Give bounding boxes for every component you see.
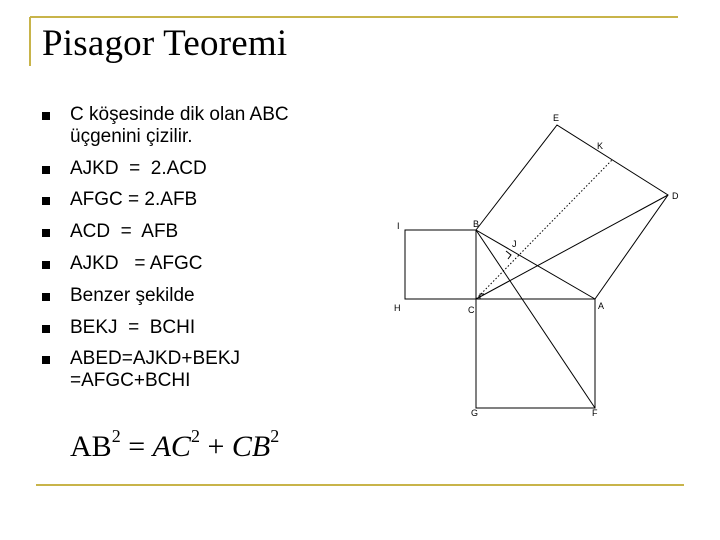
point-label: F <box>592 408 598 418</box>
square-afgc <box>476 299 595 408</box>
bullet-text: AJKD = 2.ACD <box>70 157 207 179</box>
bullet-square-icon <box>42 261 50 269</box>
bullet-text: ACD = AFB <box>70 221 179 243</box>
formula-exp: 2 <box>190 426 200 446</box>
formula-equals: = <box>128 430 146 463</box>
point-label: I <box>397 221 400 231</box>
right-angle-j <box>506 251 511 259</box>
point-label: E <box>553 113 560 123</box>
point-label: K <box>597 141 604 151</box>
formula-cb: CB <box>231 430 271 463</box>
point-label: J <box>512 239 517 249</box>
bullet-item <box>40 348 360 392</box>
bullet-item <box>40 317 360 339</box>
bullet-text: AJKD = AFGC <box>70 252 203 274</box>
formula-plus: + <box>207 430 225 463</box>
formula-exp: 2 <box>270 426 280 446</box>
bullet-item <box>40 158 360 180</box>
point-label: D <box>672 191 679 201</box>
page-title: Pisagor Teoremi <box>42 23 288 64</box>
bullet-item <box>40 285 360 307</box>
square-bchi <box>405 230 476 299</box>
bullet-item <box>40 104 360 148</box>
bullet-text: AFGC = 2.AFB <box>70 189 198 211</box>
bullet-item <box>40 221 360 243</box>
bullet-square-icon <box>42 229 50 237</box>
point-label: H <box>394 303 401 313</box>
formula-exp: 2 <box>111 426 121 446</box>
bullet-list <box>40 104 360 402</box>
line-c-k <box>476 160 612 299</box>
bullet-item <box>40 189 360 211</box>
formula-ac: AC <box>152 430 191 463</box>
bullet-square-icon <box>42 197 50 205</box>
bullet-square-icon <box>42 356 50 364</box>
point-label: G <box>471 408 479 418</box>
point-label: A <box>598 301 605 311</box>
bullet-square-icon <box>42 166 50 174</box>
bullet-text: Benzer şekilde <box>70 284 195 306</box>
bullet-item <box>40 253 360 275</box>
bullet-text: ABED=AJKD+BEKJ =AFGC+BCHI <box>70 348 246 392</box>
line-b-f <box>476 230 595 408</box>
bottom-rule <box>36 484 684 486</box>
bullet-text: C köşesinde dik olan ABC üçgenini çizilir. <box>70 104 294 147</box>
pythagoras-diagram <box>385 105 685 425</box>
bullet-text: BEKJ = BCHI <box>70 316 196 338</box>
bullet-square-icon <box>42 293 50 301</box>
point-label: C <box>468 305 475 315</box>
formula-ab: AB <box>70 430 112 463</box>
pythagorean-formula <box>70 426 279 464</box>
bullet-square-icon <box>42 325 50 333</box>
point-label: B <box>473 219 480 229</box>
bullet-square-icon <box>42 112 50 120</box>
